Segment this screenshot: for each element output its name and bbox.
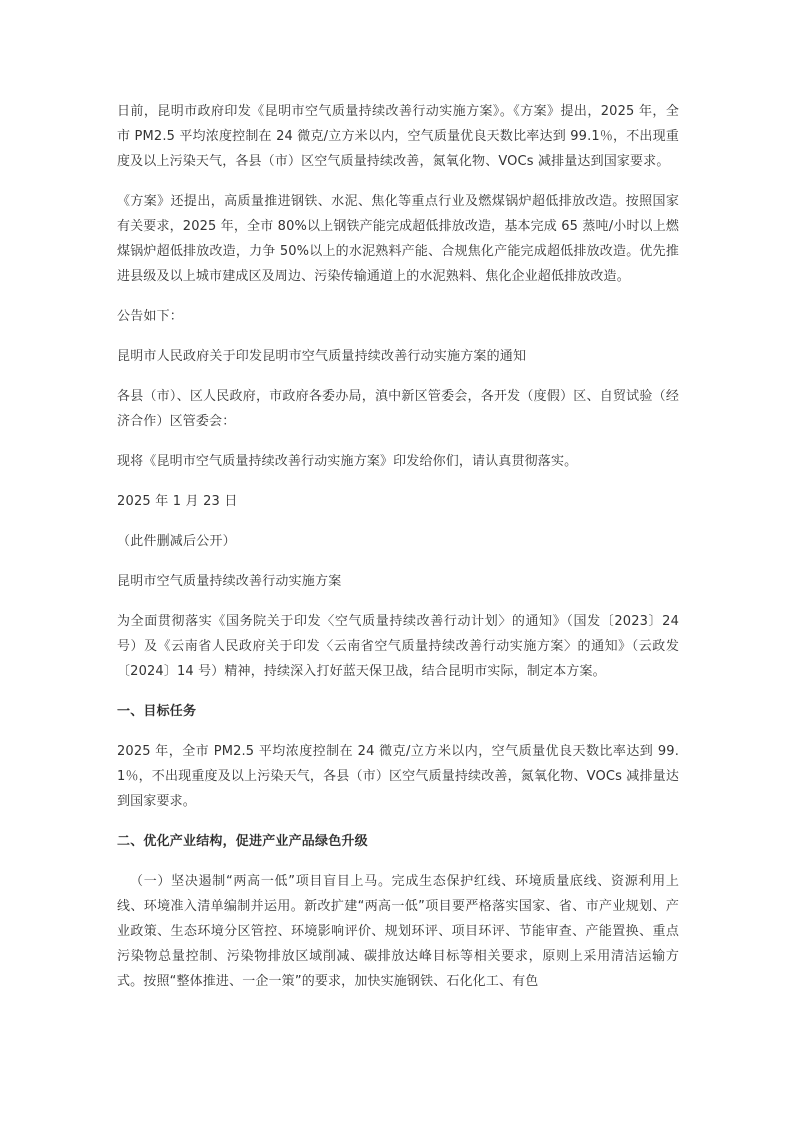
announcement-lead: 公告如下： bbox=[117, 309, 184, 324]
notice-recipients: 各县（市）、区人民政府，市政府各委办局，滇中新区管委会，各开发（度假）区、自贸试验（经济合作）区管委会： bbox=[117, 389, 679, 429]
document-body bbox=[117, 99, 679, 994]
section-heading-2: 二、优化产业结构，促进产业产品绿色升级 bbox=[117, 834, 368, 849]
notice-body: 现将《昆明市空气质量持续改善行动实施方案》印发给你们，请认真贯彻落实。 bbox=[117, 454, 578, 469]
plan-title: 昆明市空气质量持续改善行动实施方案 bbox=[117, 574, 342, 589]
intro-paragraph-1: 日前，昆明市政府印发《昆明市空气质量持续改善行动实施方案》。《方案》提出，2025 年，全市 PM2.5 平均浓度控制在 24 微克/立方米以内，空气质量优良天数比率达到 99.1％，不出现重度及以上污染天气，各县（市）区空气质量持续改善，氮氧化物、VOCs 减排量达到国家要求。 bbox=[117, 104, 679, 169]
section-1-body: 2025 年，全市 PM2.5 平均浓度控制在 24 微克/立方米以内，空气质量优良天数比率达到 99.1％，不出现重度及以上污染天气，各县（市）区空气质量持续改善，氮氧化物、VOCs 减排量达到国家要求。 bbox=[117, 744, 679, 809]
notice-title: 昆明市人民政府关于印发昆明市空气质量持续改善行动实施方案的通知 bbox=[117, 349, 527, 364]
notice-date: 2025 年 1 月 23 日 bbox=[117, 494, 238, 509]
intro-paragraph-2: 《方案》还提出，高质量推进钢铁、水泥、焦化等重点行业及燃煤锅炉超低排放改造。按照国家有关要求，2025 年，全市 80%以上钢铁产能完成超低排放改造，基本完成 65 蒸吨/小时以上燃煤锅炉超低排放改造，力争 50%以上的水泥熟料产能、合规焦化产能完成超低排放改造。优先推进县级及以上城市建成区及周边、污染传输通道上的水泥熟料、焦化企业超低排放改造。 bbox=[117, 194, 679, 284]
disclosure-note: （此件删减后公开） bbox=[117, 534, 236, 549]
section-heading-1: 一、目标任务 bbox=[117, 704, 197, 719]
section-2-item-1: （一）坚决遏制“两高一低”项目盲目上马。完成生态保护红线、环境质量底线、资源利用上线、环境准入清单编制并运用。新改扩建“两高一低”项目要严格落实国家、省、市产业规划、产业政策、生态环境分区管控、环境影响评价、规划环评、项目环评、节能审查、产能置换、重点污染物总量控制、污染物排放区域削减、碳排放达峰目标等相关要求，原则上采用清洁运输方式。按照“整体推进、一企一策”的要求，加快实施钢铁、石化化工、有色 bbox=[117, 874, 679, 989]
plan-preamble: 为全面贯彻落实《国务院关于印发〈空气质量持续改善行动计划〉的通知》（国发〔2023〕24 号）及《云南省人民政府关于印发〈云南省空气质量持续改善行动实施方案〉的通知》（云政发〔2024〕14 号）精神，持续深入打好蓝天保卫战，结合昆明市实际，制定本方案。 bbox=[117, 614, 679, 679]
